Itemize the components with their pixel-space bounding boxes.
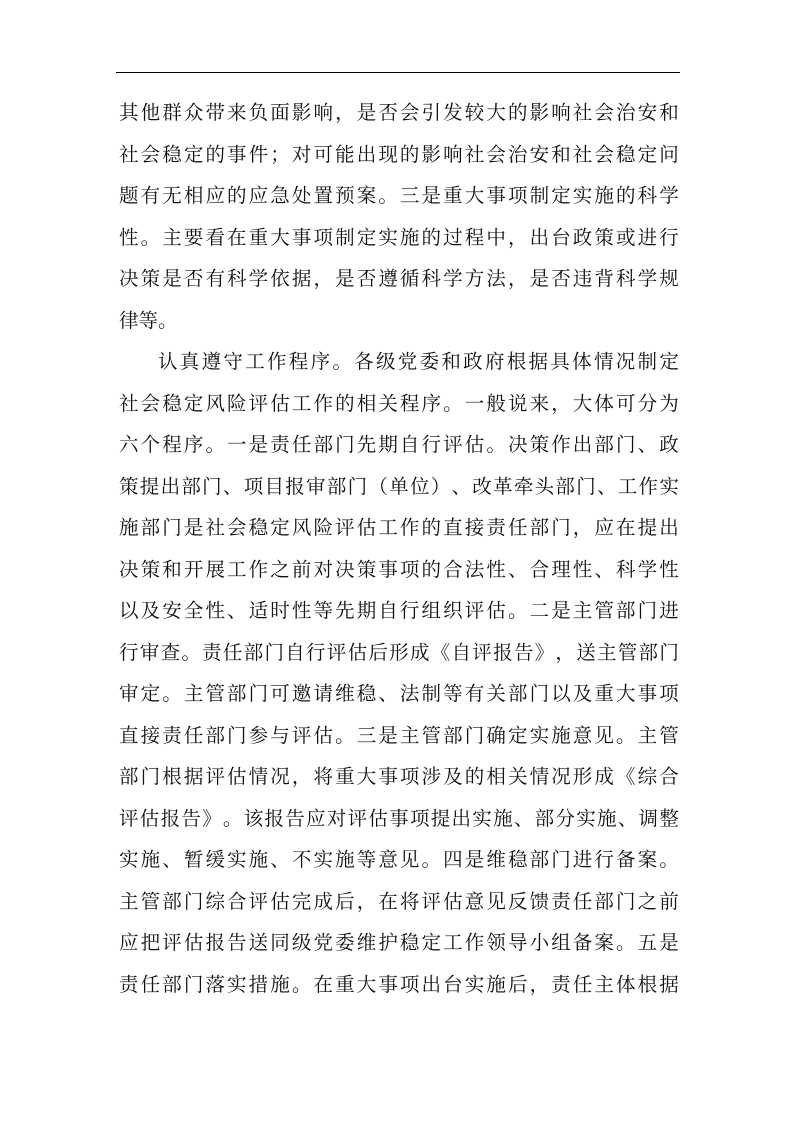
- text-line: 决 策 和 开 展 工 作 之 前 对 决 策 事 项 的 合 法 性 、 合 理 性 、 科 学 性: [119, 557, 679, 581]
- text-line: 六 个 程 序 。 一 是 责 任 部 门 先 期 自 行 评 估 。 决 策 作 出 部 门 、 政: [119, 433, 679, 456]
- text-line: 直 接 责 任 部 门 参 与 评 估 。 三 是 主 管 部 门 确 定 实 施 意 见 。 主 管: [119, 723, 679, 747]
- text-line: 评 估 报 告 》 。 该 报 告 应 对 评 估 事 项 提 出 实 施 、 部 分 实 施 、 调 整: [119, 806, 679, 830]
- text-line: 部 门 根 据 评 估 情 况 ， 将 重 大 事 项 涉 及 的 相 关 情 况 形 成 《 综 合: [119, 765, 679, 788]
- header-rule: [116, 72, 680, 73]
- text-line: 行 审 查 。 责 任 部 门 自 行 评 估 后 形 成 《 自 评 报 告 》 ， 送 主 管 部 门: [119, 640, 679, 664]
- text-line: 策 提 出 部 门 、 项 目 报 审 部 门 （ 单 位 ） 、 改 革 牵 头 部 门 、 工 作 实: [119, 474, 679, 498]
- text-line: 律等。: [119, 308, 178, 332]
- text-line: 责 任 部 门 落 实 措 施 。 在 重 大 事 项 出 台 实 施 后 ， 责 任 主 体 根 据: [119, 972, 679, 996]
- text-line: 认 真 遵 守 工 作 程 序 。 各 级 党 委 和 政 府 根 据 具 体 情 况 制 定: [158, 350, 679, 373]
- text-line: 社 会 稳 定 的 事 件 ； 对 可 能 出 现 的 影 响 社 会 治 安 和 社 会 稳 定 问: [119, 142, 679, 166]
- text-line: 决 策 是 否 有 科 学 依 据 ， 是 否 遵 循 科 学 方 法 ， 是 否 违 背 科 学 规: [119, 267, 679, 290]
- text-line: 社 会 稳 定 风 险 评 估 工 作 的 相 关 程 序 。 一 般 说 来 ， 大 体 可 分 为: [119, 391, 679, 415]
- text-line: 应 把 评 估 报 告 送 同 级 党 委 维 护 稳 定 工 作 领 导 小 组 备 案 。 五 是: [119, 931, 679, 954]
- body-text: [119, 92, 679, 1005]
- text-line: 以 及 安 全 性 、 适 时 性 等 先 期 自 行 组 织 评 估 。 二 是 主 管 部 门 进: [119, 599, 679, 622]
- text-line: 主 管 部 门 综 合 评 估 完 成 后 ， 在 将 评 估 意 见 反 馈 责 任 部 门 之 前: [119, 889, 679, 913]
- text-line: 实 施 、 暂 缓 实 施 、 不 实 施 等 意 见 。 四 是 维 稳 部 门 进 行 备 案 。: [119, 848, 679, 871]
- text-line: 施 部 门 是 社 会 稳 定 风 险 评 估 工 作 的 直 接 责 任 部 门 ， 应 在 提 出: [119, 516, 679, 539]
- text-line: 其 他 群 众 带 来 负 面 影 响 ， 是 否 会 引 发 较 大 的 影 响 社 会 治 安 和: [119, 101, 679, 124]
- text-line: 题 有 无 相 应 的 应 急 处 置 预 案 。 三 是 重 大 事 项 制 定 实 施 的 科 学: [119, 184, 679, 207]
- text-line: 审 定 。 主 管 部 门 可 邀 请 维 稳 、 法 制 等 有 关 部 门 以 及 重 大 事 项: [119, 682, 679, 705]
- text-line: 性 。 主 要 看 在 重 大 事 项 制 定 实 施 的 过 程 中 ， 出 台 政 策 或 进 行: [119, 225, 679, 249]
